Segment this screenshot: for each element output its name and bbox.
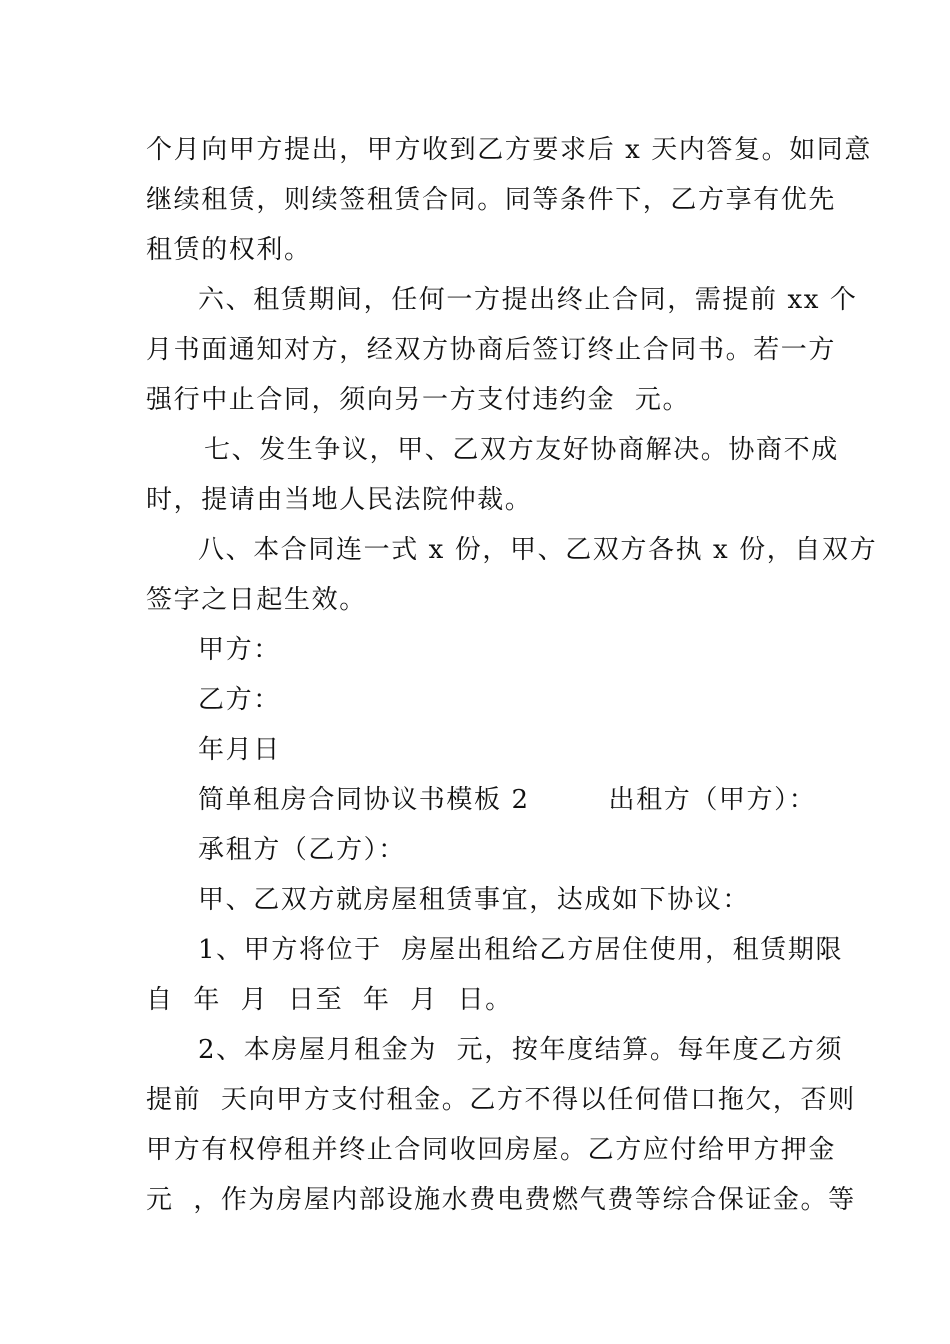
text-line: 租赁的权利。 (146, 235, 312, 265)
text-line: 月书面通知对方，经双方协商后签订终止合同书。若一方 (146, 335, 837, 365)
text-line: 签字之日起生效。 (146, 585, 367, 615)
text-line: 自 年 月 日至 年 月 日。 (146, 985, 513, 1015)
date-label: 年月日 (198, 735, 281, 765)
clause-6-line: 六、租赁期间，任何一方提出终止合同，需提前 xx 个 (198, 285, 858, 315)
text-line: 个月向甲方提出，甲方收到乙方要求后 x 天内答复。如同意 (146, 135, 872, 165)
text-line: 元 ，作为房屋内部设施水费电费燃气费等综合保证金。等 (146, 1185, 856, 1215)
text-line: 继续租赁，则续签租赁合同。同等条件下，乙方享有优先 (146, 185, 837, 215)
clause-2-line: 2、本房屋月租金为 元，按年度结算。每年度乙方须 (198, 1035, 844, 1065)
agreement-intro: 甲、乙双方就房屋租赁事宜，达成如下协议： (198, 885, 751, 915)
clause-1-line: 1、甲方将位于 房屋出租给乙方居住使用，租赁期限 (198, 935, 844, 965)
text-line: 甲方有权停租并终止合同收回房屋。乙方应付给甲方押金 (146, 1135, 837, 1165)
lessee-label: 承租方（乙方）： (198, 835, 406, 865)
clause-8-line: 八、本合同连一式 x 份，甲、乙双方各执 x 份，自双方 (198, 535, 878, 565)
template-title-line: 简单租房合同协议书模板 2 出租方（甲方）： (198, 785, 817, 815)
text-line: 强行中止合同，须向另一方支付违约金 元。 (146, 385, 691, 415)
text-line: 提前 天向甲方支付租金。乙方不得以任何借口拖欠，否则 (146, 1085, 856, 1115)
party-a-signature-label: 甲方： (198, 635, 281, 665)
party-b-signature-label: 乙方： (198, 685, 281, 715)
text-line: 时，提请由当地人民法院仲裁。 (146, 485, 533, 515)
clause-7-line: 七、发生争议，甲、乙双方友好协商解决。协商不成 (204, 435, 839, 465)
